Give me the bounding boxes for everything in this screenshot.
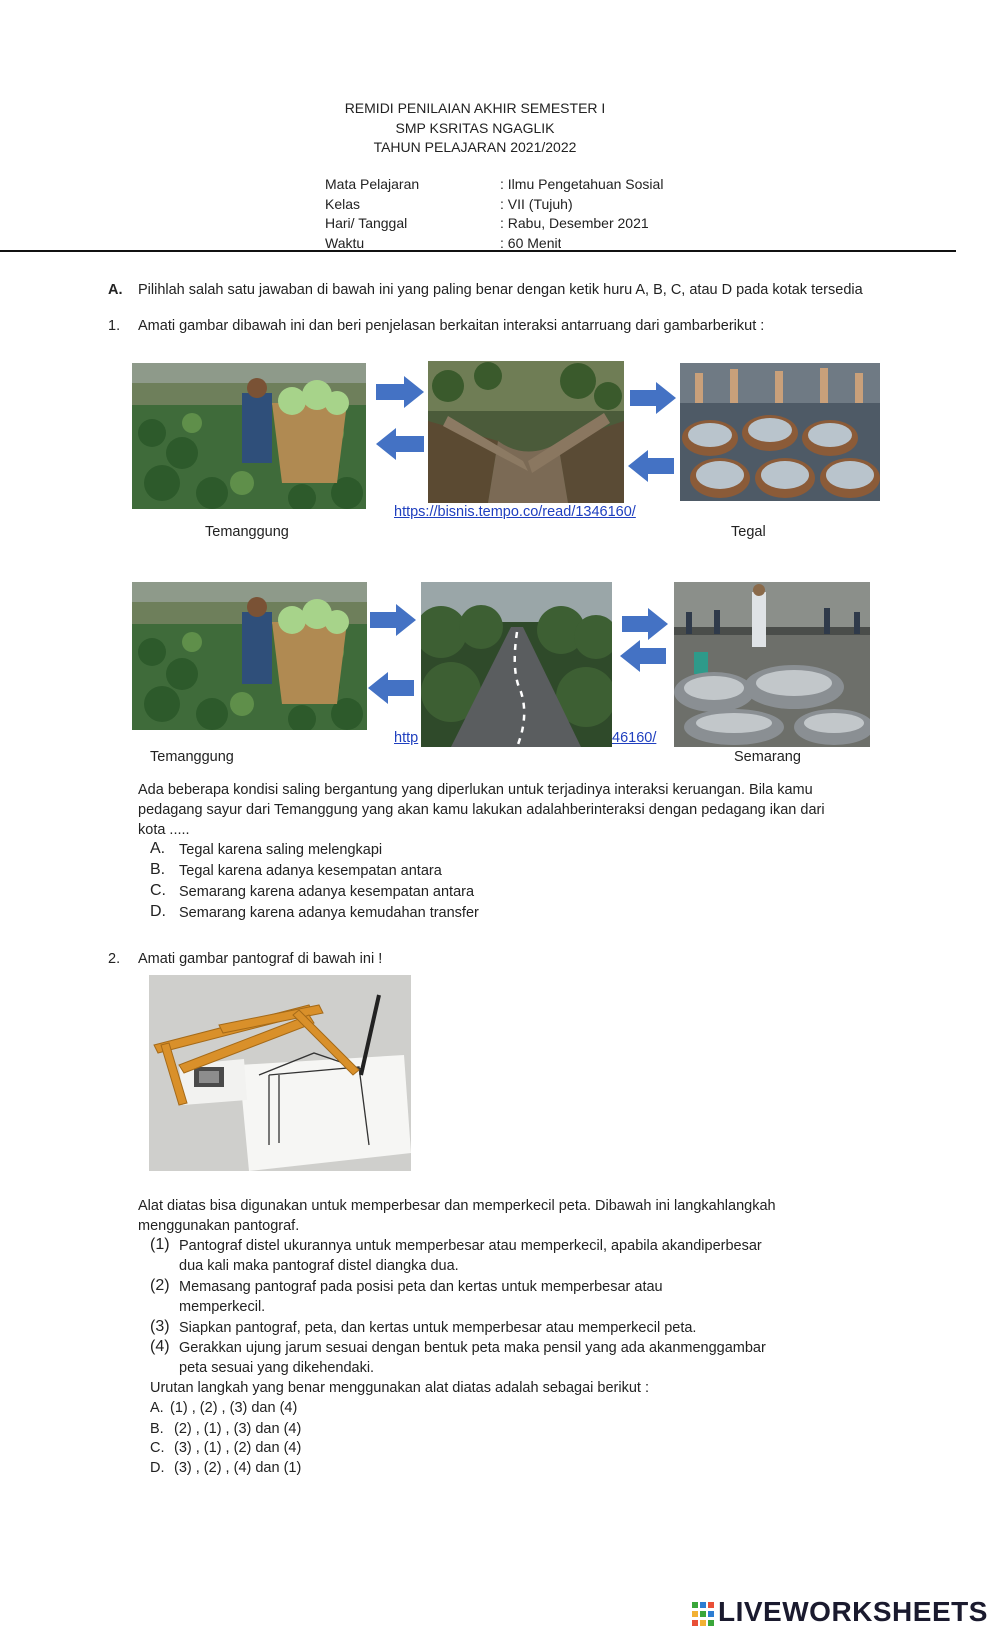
q1-link-1[interactable]: https://bisnis.tempo.co/read/1346160/ [394,504,636,520]
broken-bridge-image [428,361,624,503]
pantograph-image [149,975,411,1171]
q1-option-b-letter: B. [150,861,166,878]
q1-option-b-text: Tegal karena adanya kesempatan antara [179,863,442,879]
caption-tegal: Tegal [731,524,766,540]
arrow-right-icon [370,604,416,636]
header-line-1: REMIDI PENILAIAN AKHIR SEMESTER I [344,100,606,116]
q2-step-4-line-2: peta sesuai yang dikehendaki. [179,1360,375,1376]
arrow-right-icon [630,382,676,414]
q2-step-4-line-1: Gerakkan ujung jarum sesuai dengan bentuk peta maka pensil yang ada akanmenggambar [179,1340,766,1356]
q1-option-a-letter: A. [150,840,166,857]
q2-body-line-1: Alat diatas bisa digunakan untuk memperbesar dan memperkecil peta. Dibawah ini langkahlangkah [138,1198,776,1214]
info-label-class: Kelas [325,196,361,212]
liveworksheets-brand: LIVEWORKSHEETS [718,1596,988,1627]
header-divider [0,250,956,252]
q2-question: Urutan langkah yang benar menggunakan alat diatas adalah sebagai berikut : [150,1380,649,1396]
info-label-time: Waktu [325,235,365,249]
cabbage-farmer-image [132,363,366,509]
q1-number: 1. [108,318,121,334]
q2-step-2-line-2: memperkecil. [179,1299,266,1315]
q1-link-2-right[interactable]: 46160/ [612,730,657,746]
q2-option-a-text: (1) , (2) , (3) dan (4) [170,1400,298,1416]
q2-text: Amati gambar pantograf di bawah ini ! [138,951,383,967]
q2-option-c-text: (3) , (1) , (2) dan (4) [174,1440,302,1456]
q2-step-1-line-1: Pantograf distel ukurannya untuk memperbesar atau memperkecil, apabila akandiperbesar [179,1238,762,1254]
q2-step-2-line-1: Memasang pantograf pada posisi peta dan kertas untuk memperbesar atau [179,1279,663,1295]
q1-link-2-left[interactable]: http [394,730,419,746]
info-value-class: : VII (Tujuh) [500,196,573,212]
q1-text: Amati gambar dibawah ini dan beri penjelasan berkaitan interaksi antarruang dari gambarberikut : [138,318,765,334]
q1-option-a-text: Tegal karena saling melengkapi [179,842,383,858]
q2-option-d-letter: D. [150,1460,165,1476]
arrow-left-icon [376,428,424,460]
q2-option-a-letter: A. [150,1400,164,1416]
arrow-left-icon [620,640,666,672]
arrow-right-icon [622,608,668,640]
section-instruction: Pilihlah salah satu jawaban di bawah ini yang paling benar dengan ketik huru A, B, C, atau D pada kotak tersedia [138,282,863,298]
q2-step-4-num: (4) [150,1338,170,1355]
q2-step-1-num: (1) [150,1236,170,1253]
road-image [421,582,612,747]
caption-temanggung-1: Temanggung [205,524,289,540]
info-label-subject: Mata Pelajaran [325,176,420,192]
q2-option-b-letter: B. [150,1421,164,1437]
q2-option-b-text: (2) , (1) , (3) dan (4) [174,1421,302,1437]
caption-temanggung-2: Temanggung [150,749,234,765]
info-label-date: Hari/ Tanggal [325,215,408,231]
q1-body-line-2: pedagang sayur dari Temanggung yang akan kamu lakukan adalahberinteraksi dengan pedagang ikan dari [138,802,825,818]
q1-body-line-1: Ada beberapa kondisi saling bergantung yang diperlukan untuk terjadinya interaksi keruangan. Bila kamu [138,782,813,798]
q2-body-line-2: menggunakan pantograf. [138,1218,300,1234]
section-letter: A. [108,282,123,298]
info-value-date: : Rabu, Desember 2021 [500,215,649,231]
liveworksheets-logo-icon [692,1602,714,1626]
q2-number: 2. [108,951,121,967]
info-value-subject: : Ilmu Pengetahuan Sosial [500,176,664,192]
cabbage-farmer-image [132,582,367,730]
header-line-2: SMP KSRITAS NGAGLIK [395,120,555,136]
q1-option-c-letter: C. [150,882,166,899]
q2-step-2-num: (2) [150,1277,170,1294]
fish-market-semarang-image [674,582,870,747]
caption-semarang: Semarang [734,749,801,765]
arrow-left-icon [368,672,414,704]
info-value-time: : 60 Menit [500,235,562,249]
q2-option-c-letter: C. [150,1440,165,1456]
header-line-3: TAHUN PELAJARAN 2021/2022 [373,139,577,155]
q1-option-c-text: Semarang karena adanya kesempatan antara [179,884,475,900]
q2-step-1-line-2: dua kali maka pantograf distel diangka dua. [179,1258,459,1274]
q2-step-3-line-1: Siapkan pantograf, peta, dan kertas untuk memperbesar atau memperkecil peta. [179,1320,697,1336]
fish-market-tegal-image [680,363,880,501]
q1-body-line-3: kota ..... [138,822,190,838]
q2-step-3-num: (3) [150,1318,170,1335]
q1-option-d-text: Semarang karena adanya kemudahan transfer [179,905,479,921]
q1-option-d-letter: D. [150,903,166,920]
arrow-right-icon [376,376,424,408]
q2-option-d-text: (3) , (2) , (4) dan (1) [174,1460,302,1476]
arrow-left-icon [628,450,674,482]
